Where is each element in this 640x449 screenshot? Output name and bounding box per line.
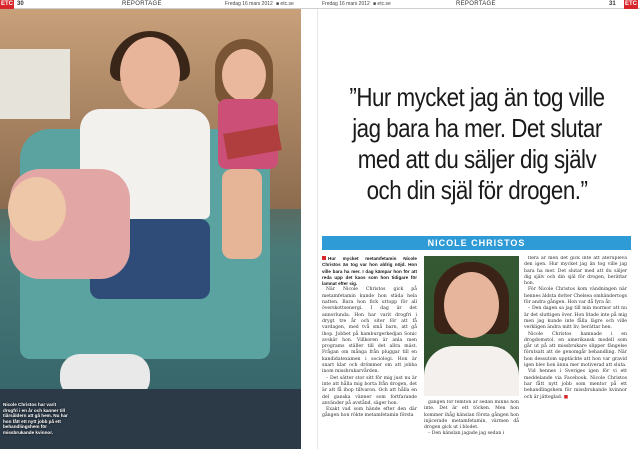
etc-logo-right: ETC	[625, 1, 637, 7]
article-paragraph: – Den känslan jagade jag sedan i	[428, 431, 505, 437]
article-paragraph	[524, 369, 627, 400]
page-number-left: 30	[17, 1, 24, 7]
article-paragraph: – Det sätter stor sitt för mig just nu är inte att hålla mig borta från drogen, det är att få ihop tillvaron. Och att hålla en del ganska vänner som fortfarande använder på avstånd, säger hon.	[322, 375, 417, 406]
name-banner	[322, 236, 631, 250]
pull-quote: ”Hur mycket jag än tog ville jag bara ha mer. Det slutar med att du säljer dig själv och din själ för drogen.”	[349, 82, 605, 205]
end-marker-icon: ■	[563, 394, 569, 400]
article-paragraph: Exakt vad som hände efter den där gången hon rökte metamfetamin första	[322, 407, 417, 419]
section-label-right: REPORTAGE	[456, 1, 496, 7]
article-final-text: Vid hennes i Sveriges igen för vi ett meddelande via Facebook. Nicole Christos har fått nytt jobb som mentor på ett behandlingshem för missbrukande kvinnor och är jätteglad.	[524, 369, 627, 400]
article-paragraph: För Nicole Christos kom vändningen när hennes äldsta dotter Chelsea omhändertogs för andra gången. Hon var då fyra år.	[524, 287, 627, 306]
article-lead-text: Hur mycket metamfetamin Nicole Christos än tog var hon aldrig nöjd. Hon ville bara ha mer. I dag kämpar hon för att reda upp det kaos som hon tidigare för lamnat efter sig.	[322, 256, 417, 287]
photo-caption: Nicole Christos har varit drogfri i en år och kanner till tiårsåldern att gå hem. Nu har hon fått ett nytt jobb på ett behandlingshem för missbrukande kvinnor.	[3, 402, 68, 435]
article-column-3	[524, 256, 627, 444]
page-gutter	[317, 9, 318, 449]
page-header	[0, 0, 640, 9]
name-banner-text: NICOLE CHRISTOS	[427, 238, 526, 248]
site-right: ■ etc.se	[373, 1, 391, 7]
article-lead	[322, 256, 417, 287]
page-number-right: 31	[609, 1, 616, 7]
article-paragraph: – Den dagen sa jag till min mormor att nu är det sluttigen över. Hon litade inte på mig men jag kunde inte fålla lägre och ville verkligen ändra mitt liv, berättar hen.	[524, 306, 627, 331]
article-paragraph: Nicole Christos hamnade i en drogdomstol, en amerikansk modell som går ut på att missbrukare slipper fängelse förutsatt att de genomgår behandling. När hon dessutom upptäckte att hon var gravid igen blev hon ännu mer motiverad att sluta.	[524, 331, 627, 369]
article-paragraph: När Nicole Christos gick på metamfetamin kunde hon städa hela natten. Bara hon fick uttopp för all överskottsenergi. I dag är det annorlunda. Hon har varit drogfri i drygt tre år och siter för att få vardagen, med två små barn, att gå ihop. Jobbet på hamburgerkedjan Sonic avskär hon. Villkoren är anla men programs ställer till det allra mäst. Frågan om många från pluggar till en kandidatexamen i sociologi. Hon är snart klar och drömmer om att jobba inom missbrukarvården.	[322, 287, 417, 375]
inset-portrait-shirt	[424, 346, 519, 396]
article-paragraph: flera år men det gick inte att återupleva den igen. Hur mycket jag än tog ville jag bara ha mer. Det slutar med att du säljer dig själv och din själ för drogen, berättar hon.	[524, 256, 627, 287]
inset-portrait	[424, 256, 519, 396]
inset-portrait-face	[444, 272, 499, 338]
photo-mother-face	[120, 37, 180, 109]
section-label-left: REPORTAGE	[122, 1, 162, 7]
main-photo	[0, 9, 301, 449]
photo-kitchen-appliance	[0, 49, 70, 119]
date-right: Fredag 16 mars 2012	[322, 1, 370, 7]
photo-toddler-face	[8, 177, 66, 241]
etc-logo-left: ETC	[1, 1, 13, 7]
photo-girl-face	[222, 49, 266, 101]
lead-marker-icon	[322, 256, 326, 260]
date-left: Fredag 16 mars 2012	[225, 1, 273, 7]
site-left: ■ etc.se	[276, 1, 294, 7]
photo-girl-legs	[222, 169, 262, 259]
article-column-2	[424, 400, 519, 444]
article-column-1	[322, 256, 417, 444]
article-paragraph: gången för femton år sedan minns hon inte. Det är ett töcken. Men hon kommer ihåg känslan första gången hon injicerade metamfetamin, värmen då drogen gick ut i blodet.	[424, 400, 519, 431]
